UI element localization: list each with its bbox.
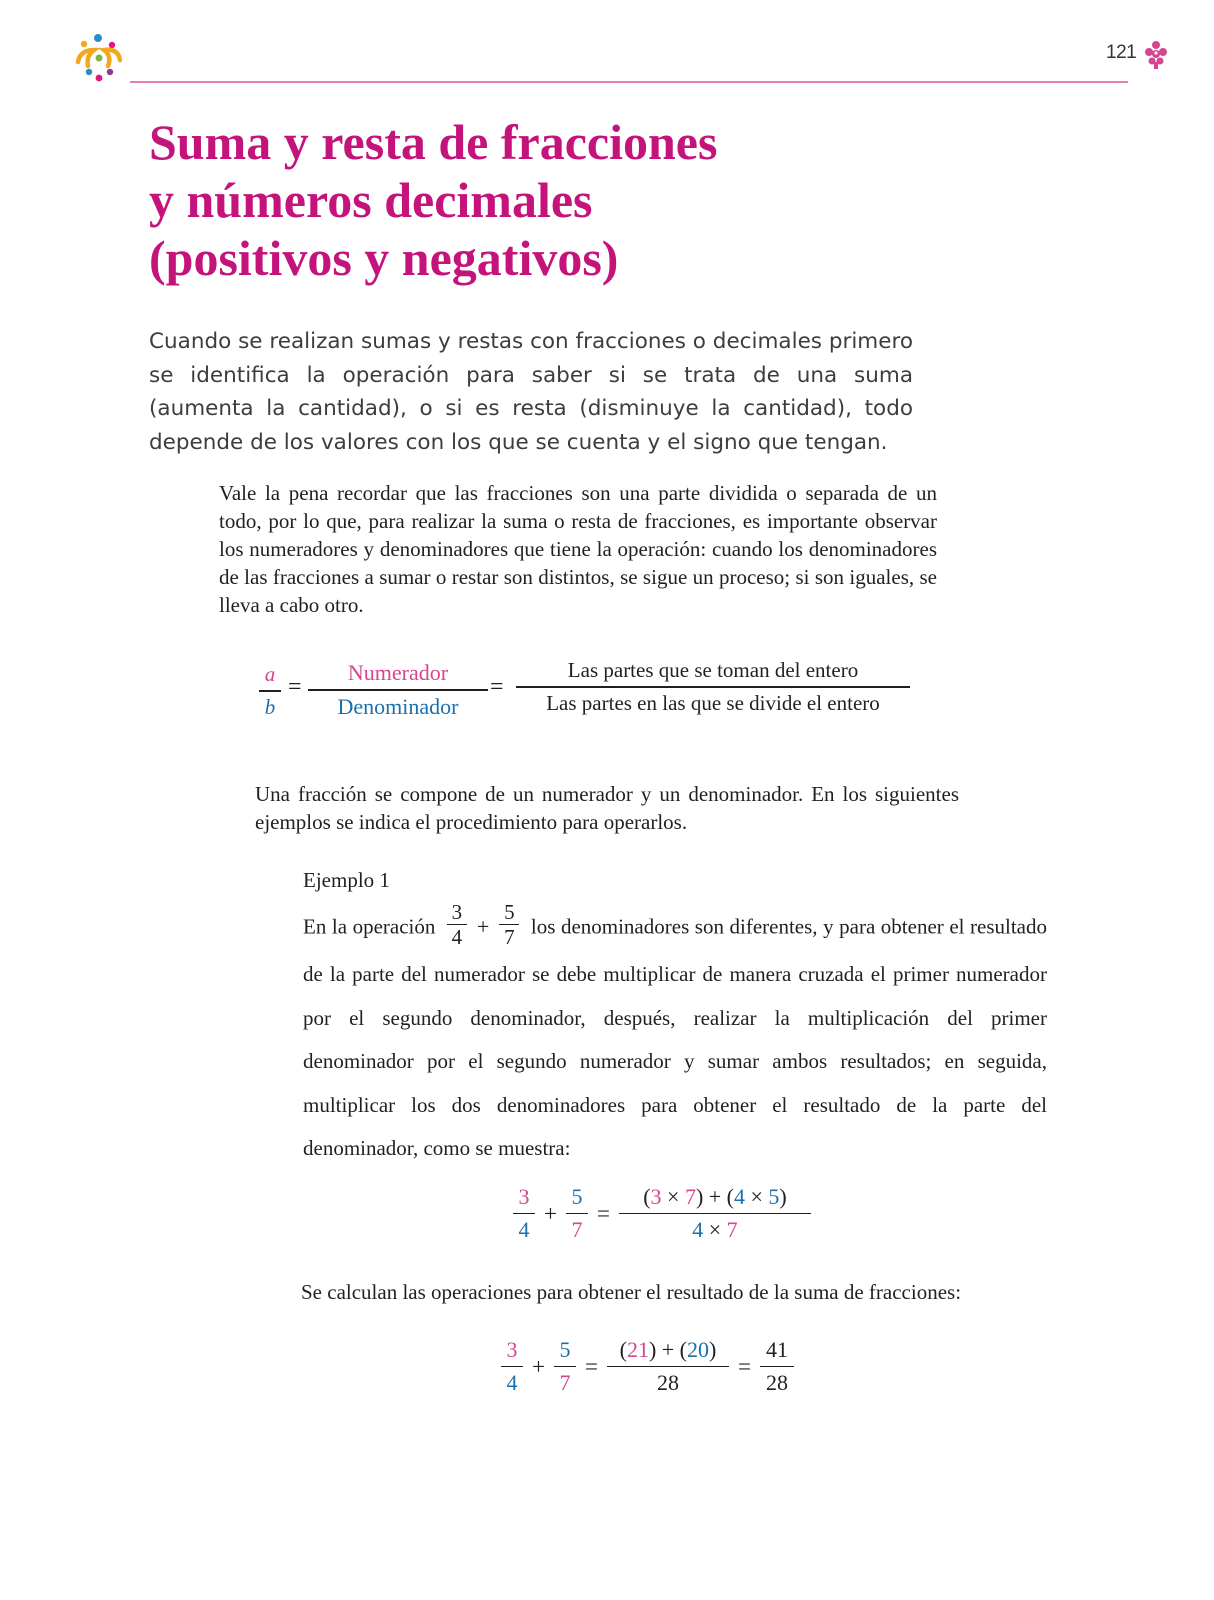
term: 7 — [684, 1184, 696, 1209]
times-sign: × — [745, 1184, 769, 1209]
fraction-bar — [501, 1366, 523, 1367]
reminder-paragraph: Vale la pena recordar que las fracciones son una parte dividida o separada de un todo, por lo que, para realizar la suma o resta de fracciones, es importante observar los numeradores y denominadores que tiene la operación: cuando los denominadores de las fracciones a sumar o restar son distintos, se sigue un proceso; si son iguales, se lleva a cabo otro. — [219, 481, 937, 617]
numerador-label: Numerador — [347, 660, 449, 685]
term: 21 — [626, 1337, 649, 1362]
times-sign: × — [703, 1217, 727, 1243]
page-number: 121 — [1106, 42, 1137, 63]
term: 20 — [687, 1337, 709, 1362]
terms-fraction — [308, 660, 488, 720]
plus-sign: + — [476, 913, 490, 939]
frac-denominator: 7 — [559, 1370, 571, 1396]
frac-denominator: 7 — [571, 1217, 583, 1243]
times-sign: × — [661, 1184, 685, 1209]
calculation-intro: Se calculan las operaciones para obtener el resultado de la suma de fracciones: — [301, 1280, 962, 1304]
equals-sign: = — [490, 674, 504, 700]
fraction-bar — [619, 1213, 811, 1214]
paren: ( — [619, 1337, 627, 1362]
paren: ) — [709, 1337, 717, 1362]
result-denominator: 28 — [765, 1370, 788, 1396]
eq2-fraction-2 — [554, 1337, 576, 1396]
term: 7 — [726, 1217, 738, 1243]
equals-sign: = — [737, 1353, 751, 1379]
equals-sign: = — [288, 674, 302, 700]
example-body — [303, 900, 1047, 1171]
middle-numerator — [620, 1337, 717, 1363]
frac-numerator: 3 — [451, 900, 463, 924]
program-logo-icon — [72, 32, 126, 84]
partes-toman-label: Las partes que se toman del entero — [567, 658, 859, 682]
rhs-numerator — [643, 1184, 787, 1210]
ab-fraction — [259, 662, 281, 720]
eq1-fraction-2 — [566, 1184, 588, 1243]
equals-sign: = — [584, 1353, 598, 1379]
term: 4 — [692, 1217, 704, 1243]
example-fraction-2 — [499, 900, 519, 949]
paren-plus: ) + ( — [648, 1337, 687, 1362]
eq2-result-fraction — [760, 1337, 794, 1396]
title-line-1: Suma y resta de fracciones — [149, 114, 718, 170]
frac-numerator: 5 — [559, 1337, 571, 1362]
example-text: los denominadores son diferentes, y para obtener el resultado de la parte del numerador se debe multiplicar de manera cruzada el primer numerador por el segundo denominador, después, realizar la multiplicación del primer denominador por el segundo numerador y sumar ambos resultados; en seguida, multiplicar los dos denominadores para obtener el resultado de la parte del denominador, como se muestra: — [303, 914, 1047, 1161]
fraction-bar — [566, 1213, 588, 1214]
numerator-a: a — [264, 662, 276, 686]
frac-numerator: 3 — [518, 1184, 530, 1209]
denominador-label: Denominador — [337, 693, 459, 719]
plus-sign: + — [544, 1200, 557, 1226]
fraction-bar — [607, 1366, 729, 1367]
paren-plus: ) + ( — [695, 1184, 734, 1209]
plus-sign: + — [532, 1353, 545, 1379]
frac-denominator: 4 — [451, 925, 463, 950]
intro-paragraph: Cuando se realizan sumas y restas con fracciones o decimales primero se identifica la operación para saber si se trata de una suma (aumenta la cantidad), o si es resta (disminuye la cantidad), todo depende de los valores con los que se cuenta y el signo que tengan. — [149, 329, 913, 455]
meaning-fraction — [516, 658, 910, 716]
fraction-bar — [554, 1366, 576, 1367]
paren: ) — [779, 1184, 787, 1209]
paren: ( — [643, 1184, 651, 1209]
example-fraction-1 — [447, 900, 467, 949]
title-line-2: y números decimales — [149, 172, 593, 228]
term: 4 — [734, 1184, 745, 1209]
eq2-middle-fraction — [607, 1337, 729, 1396]
result-equation — [501, 1337, 794, 1396]
example-lead: En la operación — [303, 914, 436, 939]
page-title — [149, 113, 949, 287]
term: 5 — [768, 1184, 780, 1209]
frac-numerator: 5 — [504, 900, 515, 924]
fraction-bar — [760, 1366, 794, 1367]
eq1-rhs-fraction — [619, 1184, 811, 1243]
equals-sign: = — [596, 1200, 610, 1226]
result-numerator: 41 — [765, 1337, 788, 1362]
flower-ornament-icon — [1144, 40, 1168, 70]
frac-denominator: 7 — [504, 925, 515, 950]
fraction-bar — [513, 1213, 535, 1214]
rhs-denominator — [692, 1217, 737, 1243]
fraction-paragraph: Una fracción se compone de un numerador y un denominador. En los siguientes ejemplos se indica el procedimiento para operarlos. — [255, 782, 959, 834]
header-rule — [130, 81, 1128, 83]
eq1-fraction-1 — [513, 1184, 535, 1243]
denominator-b: b — [264, 694, 276, 719]
eq2-fraction-1 — [501, 1337, 523, 1396]
frac-denominator: 4 — [506, 1370, 518, 1396]
frac-denominator: 4 — [518, 1217, 530, 1243]
partes-divide-label: Las partes en las que se divide el entero — [546, 690, 880, 715]
example-title: Ejemplo 1 — [303, 868, 390, 892]
frac-numerator: 3 — [506, 1337, 518, 1362]
frac-numerator: 5 — [571, 1184, 583, 1209]
cross-multiplication-equation — [513, 1184, 811, 1243]
middle-denominator: 28 — [656, 1370, 679, 1396]
term: 3 — [650, 1184, 662, 1209]
title-line-3: (positivos y negativos) — [149, 230, 619, 286]
